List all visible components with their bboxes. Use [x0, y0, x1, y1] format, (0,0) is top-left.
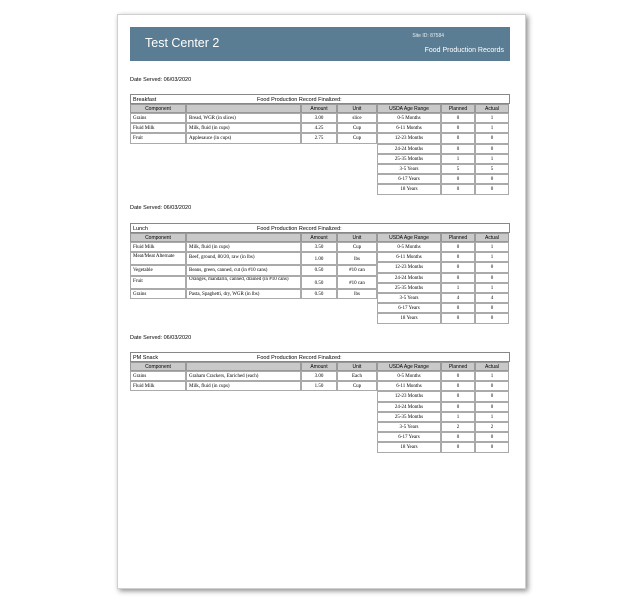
column-header-actual: Actual [475, 362, 509, 371]
planned-count: 0 [441, 273, 475, 283]
food-unit: Cup [337, 242, 377, 252]
food-name: Milk, fluid (in cups) [186, 123, 301, 133]
food-component: Grains [130, 289, 186, 299]
planned-count: 1 [441, 283, 475, 293]
food-unit: #10 can [337, 276, 377, 289]
column-header-food [186, 104, 301, 113]
age-range: 24-24 Months [377, 402, 441, 412]
food-name: Graham Crackers, Enriched (each) [186, 371, 301, 381]
column-header-amount: Amount [301, 362, 337, 371]
food-component: Grains [130, 113, 186, 123]
actual-count: 0 [475, 184, 509, 194]
date-served: Date Served: 06/03/2020 [130, 205, 192, 211]
food-unit: Each [337, 371, 377, 381]
planned-count: 5 [441, 164, 475, 174]
age-range: 24-24 Months [377, 273, 441, 283]
actual-count: 2 [475, 422, 509, 432]
column-header-food [186, 362, 301, 371]
column-header-planned: Planned [441, 362, 475, 371]
food-amount: 1.50 [301, 381, 337, 391]
food-name: Beef, ground, 80/20, raw (in lbs) [186, 252, 301, 265]
age-range: 18 Years [377, 442, 441, 452]
meal-header [130, 223, 510, 233]
production-table [130, 104, 510, 195]
column-header-unit: Unit [337, 233, 377, 242]
age-range: 6-11 Months [377, 381, 441, 391]
meal-name: Lunch [133, 225, 148, 232]
planned-count: 0 [441, 371, 475, 381]
food-name: Oranges, mandarin, canned, drained (in #10 cans) [186, 276, 301, 289]
planned-count: 0 [441, 252, 475, 262]
date-served: Date Served: 06/03/2020 [130, 335, 192, 341]
food-component: Fruit [130, 133, 186, 143]
age-range: 3-5 Years [377, 164, 441, 174]
age-range: 0-5 Months [377, 371, 441, 381]
column-header-amount: Amount [301, 104, 337, 113]
age-range: 3-5 Years [377, 293, 441, 303]
column-header-planned: Planned [441, 233, 475, 242]
planned-count: 0 [441, 144, 475, 154]
meal-section [130, 352, 510, 453]
food-unit: lbs [337, 252, 377, 265]
planned-count: 0 [441, 262, 475, 272]
actual-count: 1 [475, 252, 509, 262]
actual-count: 0 [475, 442, 509, 452]
food-name: Pasta, Spaghetti, dry, WGR (in lbs) [186, 289, 301, 299]
actual-count: 1 [475, 154, 509, 164]
actual-count: 0 [475, 133, 509, 143]
column-header-component: Component [130, 362, 186, 371]
date-served: Date Served: 06/03/2020 [130, 77, 192, 83]
food-amount: 3.00 [301, 113, 337, 123]
actual-count: 0 [475, 144, 509, 154]
meal-name: PM Snack [133, 354, 159, 361]
food-amount: 0.50 [301, 289, 337, 299]
column-header-unit: Unit [337, 104, 377, 113]
finalized-label: Food Production Record Finalized: [257, 225, 342, 232]
food-name: Beans, green, canned, cut (in #10 cans) [186, 265, 301, 275]
actual-count: 0 [475, 303, 509, 313]
actual-count: 1 [475, 412, 509, 422]
age-range: 24-24 Months [377, 144, 441, 154]
food-unit: lbs [337, 289, 377, 299]
food-amount: 3.00 [301, 371, 337, 381]
actual-count: 1 [475, 123, 509, 133]
age-range: 6-17 Years [377, 174, 441, 184]
actual-count: 5 [475, 164, 509, 174]
planned-count: 0 [441, 303, 475, 313]
age-range: 3-5 Years [377, 422, 441, 432]
actual-count: 0 [475, 313, 509, 323]
planned-count: 0 [441, 432, 475, 442]
food-amount: 0.50 [301, 265, 337, 275]
actual-count: 1 [475, 113, 509, 123]
age-range: 0-5 Months [377, 242, 441, 252]
column-header-age-range: USDA Age Range [377, 362, 441, 371]
actual-count: 0 [475, 432, 509, 442]
age-range: 6-11 Months [377, 123, 441, 133]
food-name: Milk, fluid (in cups) [186, 381, 301, 391]
actual-count: 4 [475, 293, 509, 303]
age-range: 6-11 Months [377, 252, 441, 262]
age-range: 6-17 Years [377, 432, 441, 442]
food-component: Grains [130, 371, 186, 381]
age-range: 25-35 Months [377, 154, 441, 164]
actual-count: 1 [475, 242, 509, 252]
column-header-food [186, 233, 301, 242]
column-header-planned: Planned [441, 104, 475, 113]
center-title: Test Center 2 [145, 36, 220, 50]
actual-count: 0 [475, 174, 509, 184]
food-unit: Cup [337, 133, 377, 143]
food-amount: 1.00 [301, 252, 337, 265]
planned-count: 0 [441, 174, 475, 184]
column-header-unit: Unit [337, 362, 377, 371]
age-range: 12-23 Months [377, 262, 441, 272]
header-banner [130, 27, 510, 61]
age-range: 6-17 Years [377, 303, 441, 313]
food-component: Vegetable [130, 265, 186, 275]
production-table [130, 233, 510, 324]
production-table [130, 362, 510, 453]
actual-count: 0 [475, 262, 509, 272]
column-header-age-range: USDA Age Range [377, 233, 441, 242]
meal-header [130, 352, 510, 362]
planned-count: 0 [441, 313, 475, 323]
column-header-component: Component [130, 104, 186, 113]
column-header-age-range: USDA Age Range [377, 104, 441, 113]
food-name: Applesauce (in cups) [186, 133, 301, 143]
site-id: Site ID: 87584 [412, 33, 444, 39]
planned-count: 0 [441, 381, 475, 391]
food-component: Fluid Milk [130, 123, 186, 133]
food-component: Fluid Milk [130, 381, 186, 391]
planned-count: 0 [441, 113, 475, 123]
planned-count: 0 [441, 123, 475, 133]
column-header-actual: Actual [475, 104, 509, 113]
planned-count: 0 [441, 184, 475, 194]
actual-count: 0 [475, 391, 509, 401]
food-unit: slice [337, 113, 377, 123]
age-range: 18 Years [377, 313, 441, 323]
actual-count: 1 [475, 371, 509, 381]
column-header-component: Component [130, 233, 186, 242]
food-amount: 3.50 [301, 242, 337, 252]
actual-count: 0 [475, 273, 509, 283]
document-page [117, 14, 526, 589]
planned-count: 0 [441, 391, 475, 401]
food-amount: 4.25 [301, 123, 337, 133]
planned-count: 0 [441, 133, 475, 143]
planned-count: 1 [441, 412, 475, 422]
planned-count: 2 [441, 422, 475, 432]
food-component: Fluid Milk [130, 242, 186, 252]
food-component: Meat/Meat Alternate [130, 252, 186, 265]
food-name: Bread, WGR (in slices) [186, 113, 301, 123]
planned-count: 0 [441, 242, 475, 252]
age-range: 25-35 Months [377, 283, 441, 293]
meal-section [130, 94, 510, 195]
food-name: Milk, fluid (in cups) [186, 242, 301, 252]
planned-count: 0 [441, 402, 475, 412]
finalized-label: Food Production Record Finalized: [257, 354, 342, 361]
report-subtitle: Food Production Records [424, 47, 504, 54]
meal-name: Breakfast [133, 96, 157, 103]
age-range: 0-5 Months [377, 113, 441, 123]
food-amount: 0.50 [301, 276, 337, 289]
actual-count: 1 [475, 283, 509, 293]
planned-count: 4 [441, 293, 475, 303]
actual-count: 0 [475, 381, 509, 391]
actual-count: 0 [475, 402, 509, 412]
meal-section [130, 223, 510, 324]
column-header-amount: Amount [301, 233, 337, 242]
age-range: 12-23 Months [377, 391, 441, 401]
age-range: 25-35 Months [377, 412, 441, 422]
food-unit: #10 can [337, 265, 377, 275]
finalized-label: Food Production Record Finalized: [257, 96, 342, 103]
age-range: 12-23 Months [377, 133, 441, 143]
food-unit: Cup [337, 123, 377, 133]
food-component: Fruit [130, 276, 186, 289]
planned-count: 1 [441, 154, 475, 164]
planned-count: 0 [441, 442, 475, 452]
meal-header [130, 94, 510, 104]
column-header-actual: Actual [475, 233, 509, 242]
age-range: 18 Years [377, 184, 441, 194]
food-unit: Cup [337, 381, 377, 391]
food-amount: 2.75 [301, 133, 337, 143]
